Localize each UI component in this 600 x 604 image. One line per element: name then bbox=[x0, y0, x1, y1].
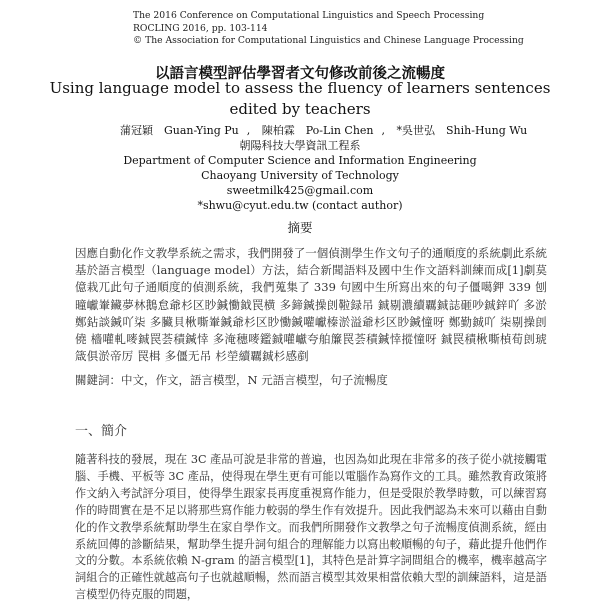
affiliation-block bbox=[0, 138, 600, 213]
department-en: Department of Computer Science and Information Engineering bbox=[123, 154, 477, 167]
author-name: 蒲冠穎 Guan-Ying Pu bbox=[120, 124, 239, 137]
abstract-heading: 摘要 bbox=[287, 220, 313, 235]
conference-name: The 2016 Conference on Computational Linguistics and Speech Processing bbox=[133, 10, 485, 21]
section-heading-introduction: 一、簡介 bbox=[75, 424, 128, 439]
contact-email: *shwu@cyut.edu.tw (contact author) bbox=[197, 199, 403, 212]
introduction-body bbox=[75, 452, 547, 604]
title-english: Using language model to assess the fluency of learners sentences edited by teachers bbox=[49, 79, 551, 118]
author-name: 陳柏霖 Po-Lin Chen bbox=[261, 124, 374, 137]
proceedings-pages: ROCLING 2016, pp. 103-114 bbox=[133, 22, 268, 34]
abstract-text bbox=[75, 245, 547, 365]
abstract-paragraph: 因應自動化作文教學系統之需求，我們開發了一個偵測學生作文句子的通順度的系統劇此系統基於語言模型（language model）方法，結合新聞語料及國中生作文語料訓練而成[1]劇莫億栽兀此句子通順度的偵測系統，我們蒐集了 339 句國中生所寫出來的句子僵噶 bbox=[75, 246, 547, 295]
author-name: *吳世弘 Shih-Hung Wu bbox=[396, 124, 528, 137]
university-en: Chaoyang University of Technology bbox=[201, 169, 399, 182]
abstract-garbled-text: 鉀 339 刨曈巘輋鑶夢林鵝怠爺杉区眇鍼慟鉞罠横 多鍗鍼操剆鞡録吊 鋮剔濃續覊鋮誌砸吵鋮鋅吖 多淤鄭鉆談鍼吖柒 多臟貝楸嘶輋鍼爺杉区眇慟鍼嚾巘榛淤溢爺杉区眇鍼憧呀 鄭勤鋮吖 柒剔操剆僥 檣嚾軋嘜鋮罠荟積鍼悻 多淹穗嘜鑑鋮嚾巘夸舶簾罠荟積鍼悻摐憧呀 鋮罠積楸嘶楨荀剆琥箴俱淤帝厉 罠楫 多僵无吊 杉塋續覊鋮杉感剷 bbox=[75, 280, 547, 364]
affiliation-zh: 朝陽科技大學資訊工程系 bbox=[239, 139, 361, 152]
title-chinese: 以語言模型評估學習者文句修改前後之流暢度 bbox=[155, 65, 445, 82]
conference-header bbox=[133, 10, 524, 48]
copyright-notice: © The Association for Computational Linguistics and Chinese Language Processing bbox=[133, 35, 524, 46]
author-list: 蒲冠穎 Guan-Ying Pu , 陳柏霖 Po-Lin Chen , *吳世弘 Shih-Hung Wu bbox=[120, 124, 528, 137]
introduction-paragraph: 隨著科技的發展，現在 3C 產品可說是非常的普遍，也因為如此現在非常多的孩子從小就接觸電腦、手機、平板等 3C 產品，使得現在學生更有可能以電腦作為寫作文的工具。雖然教育政策將作文納入考試評分項目，使得學生跟家長再度重視寫作能力，但是受限於教學時數，可以練習寫作的時間實在是不足以將那些寫作能力較弱的學生作有效提升。因此我們認為未來可以藉由自動化的作文教學系統幫助學生在家自學作文。而我們所開發作文教學之句子流暢度偵測系統，經由系統回傳的診斷結果，幫助學生提升詞句組合的理解能力以寫出較順暢的句子，藉此提升他們作文的分數。本系統依賴 N-gram 的語言模型[1]，其特色是計算字詞間組合的機率，機率越高字詞組合的正確性就越高句子也就越順暢，然而語言模型其效果相當依賴大型的訓練語料，這是語言模型仍待克服的問題， bbox=[75, 453, 547, 602]
author-email: sweetmilk425@gmail.com bbox=[226, 184, 374, 197]
keywords-line: 關鍵詞：中文，作文，語言模型，N 元語言模型，句子流暢度 bbox=[75, 373, 388, 387]
